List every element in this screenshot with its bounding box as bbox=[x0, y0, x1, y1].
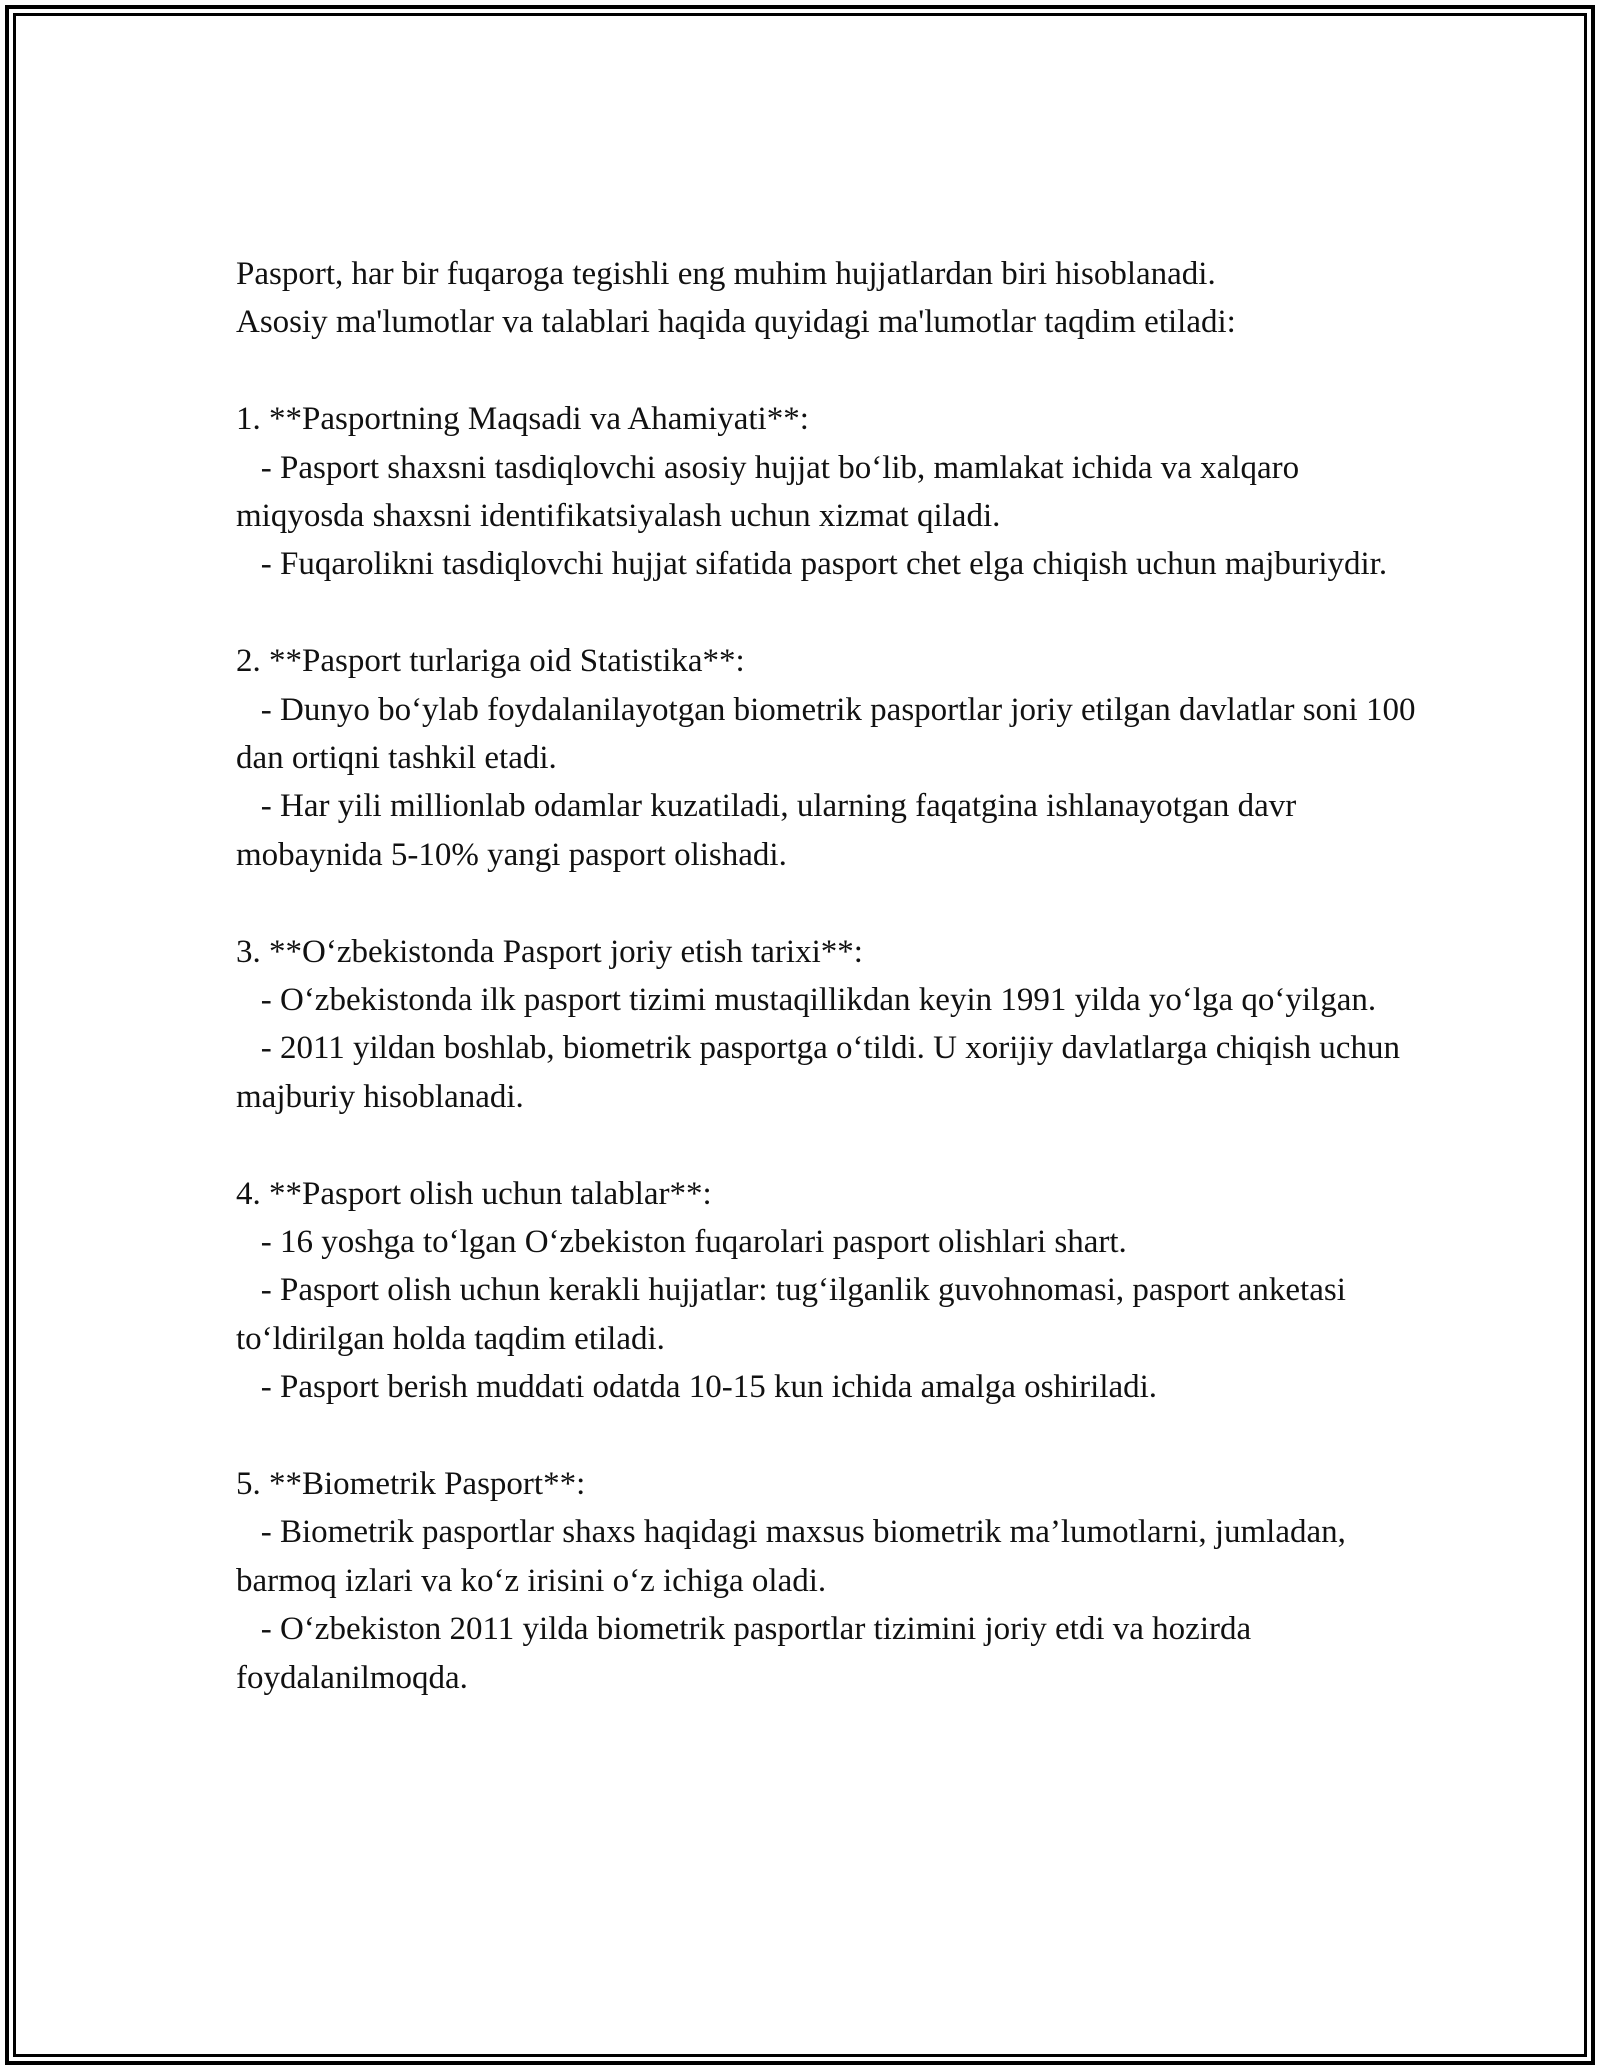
section-4-item-3: - Pasport berish muddati odatda 10-15 kun ichida amalga oshiriladi. bbox=[260, 1369, 1158, 1406]
intro-line-1: Pasport, har bir fuqaroga tegishli eng muhim hujjatlardan biri hisoblanadi. bbox=[236, 256, 1216, 292]
spacer bbox=[236, 879, 1416, 927]
spacer bbox=[236, 589, 1416, 637]
section-4-item-1: - 16 yoshga to‘lgan O‘zbekiston fuqarolari pasport olishlari shart. bbox=[260, 1224, 1127, 1261]
section-3-item-1: - O‘zbekistonda ilk pasport tizimi mustaqillikdan keyin 1991 yilda yo‘lga qo‘yilgan. bbox=[260, 982, 1377, 1019]
section-5-item-1: - Biometrik pasportlar shaxs haqidagi maxsus biometrik ma’lumotlarni, jumladan, barmoq izlari va ko‘z irisini o‘z ichiga oladi. bbox=[236, 1514, 1346, 1599]
section-2-heading: 2. **Pasport turlariga oid Statistika**: bbox=[236, 643, 745, 680]
section-4-heading: 4. **Pasport olish uchun talablar**: bbox=[236, 1175, 712, 1212]
spacer bbox=[236, 347, 1416, 395]
intro-line-2: Asosiy ma'lumotlar va talablari haqida quyidagi ma'lumotlar taqdim etiladi: bbox=[236, 304, 1236, 341]
spacer bbox=[236, 1121, 1416, 1169]
section-3-item-2: - 2011 yildan boshlab, biometrik pasportga o‘tildi. U xorijiy davlatlarga chiqish uchun majburiy hisoblanadi. bbox=[236, 1030, 1400, 1115]
section-1-heading: 1. **Pasportning Maqsadi va Ahamiyati**: bbox=[236, 401, 809, 438]
document-body bbox=[236, 250, 1416, 1702]
section-3-heading: 3. **O‘zbekistonda Pasport joriy etish tarixi**: bbox=[236, 933, 863, 970]
spacer bbox=[236, 1412, 1416, 1460]
section-5-item-2: - O‘zbekiston 2011 yilda biometrik pasportlar tizimini joriy etdi va hozirda foydalanilmoqda. bbox=[236, 1611, 1252, 1696]
section-1-item-2: - Fuqarolikni tasdiqlovchi hujjat sifatida pasport chet elga chiqish uchun majburiydir. bbox=[260, 546, 1388, 583]
section-4-item-2: - Pasport olish uchun kerakli hujjatlar: tug‘ilganlik guvohnomasi, pasport anketasi to‘ldirilgan holda taqdim etiladi. bbox=[236, 1272, 1346, 1357]
section-2-item-2: - Har yili millionlab odamlar kuzatiladi, ularning faqatgina ishlanayotgan davr mobaynida 5-10% yangi pasport olishadi. bbox=[236, 788, 1297, 873]
section-2-item-1: - Dunyo bo‘ylab foydalanilayotgan biometrik pasportlar joriy etilgan davlatlar soni 100 dan ortiqni tashkil etadi. bbox=[236, 691, 1416, 777]
section-1-item-1: - Pasport shaxsni tasdiqlovchi asosiy hujjat bo‘lib, mamlakat ichida va xalqaro miqyosda shaxsni identifikatsiyalash uchun xizmat qiladi. bbox=[236, 449, 1300, 535]
section-5-heading: 5. **Biometrik Pasport**: bbox=[236, 1466, 586, 1503]
